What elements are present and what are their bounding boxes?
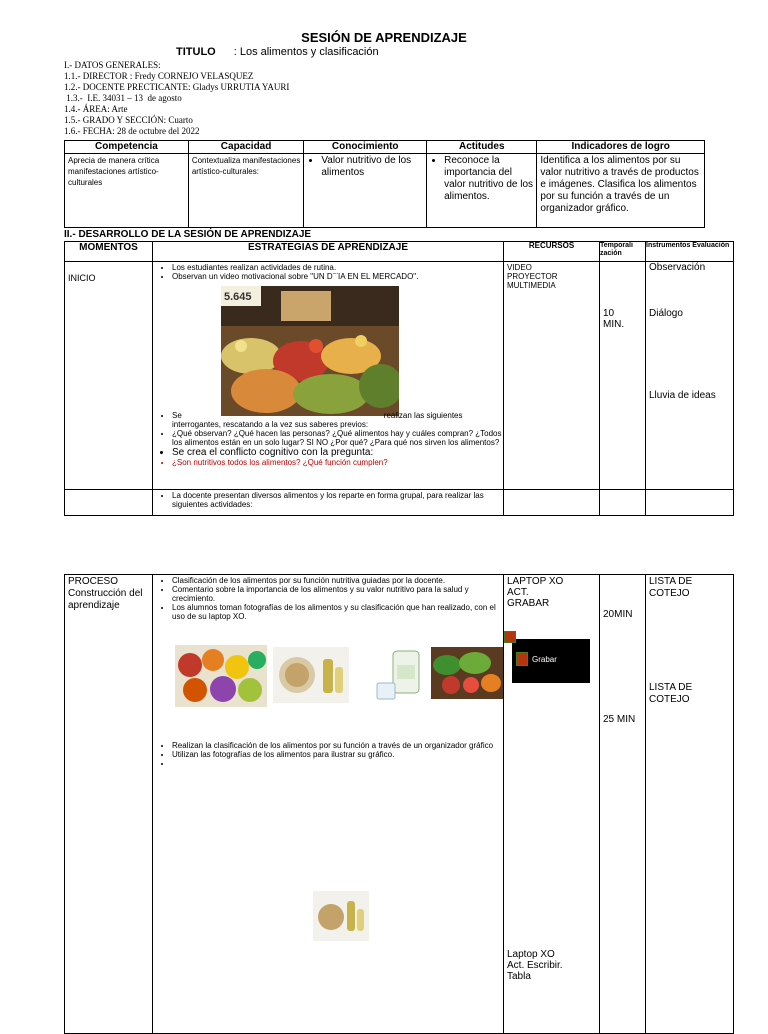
proceso-time [600,575,646,1034]
inicio-instruments [646,262,734,490]
question-item: • ¿Son nutritivos todos los alimentos? ¿Qué función cumplen? [172,458,512,467]
proceso-strategies [153,575,504,1034]
moment-proceso: PROCESO Construcción del aprendizaje [65,575,153,1034]
header-actitudes: Actitudes [427,141,537,154]
strategy-item: • Clasificación de los alimentos por su función nutritiva guiadas por la docente. [172,576,500,585]
strategy-item: • La docente presentan diversos alimentos y los reparte en forma grupal, para realizar las siguientes actividades: [172,491,500,509]
conocimiento-item: • Valor nutritivo de los alimentos [321,155,423,179]
header-momentos: MOMENTOS [65,242,153,262]
header-indicadores: Indicadores de logro [537,141,705,154]
general-line: 1.1.- DIRECTOR : Fredy CORNEJO VELASQUEZ [64,71,254,81]
cell-competencia: Aprecia de manera crítica manifestaciones artístico-culturales [65,154,189,228]
document-title: SESIÓN DE APRENDIZAJE [301,30,467,45]
strategy-item: • Comentario sobre la importancia de los alimentos y su valor nutritivo para la salud y crecimiento. [172,585,500,603]
grains-photo [273,647,349,703]
resource-item: Laptop XO Act. Escribir. Tabla [507,949,563,982]
instrument-item: LISTA DE COTEJO [649,576,693,599]
instrument-item: LISTA DE COTEJO [649,682,693,705]
row2-strategies [153,490,504,516]
general-line: 1.5.- GRADO Y SECCIÓN: Cuarto [64,115,193,125]
strategy-item [172,411,512,429]
general-line: I.- DATOS GENERALES: [64,60,161,70]
header-recursos: RECURSOS [504,242,600,262]
strategy-item: • Se crea el conflicto cognitivo con la pregunta: [172,447,512,458]
instrument-item: Lluvia de ideas [649,390,716,401]
inicio-time: 10 MIN. [600,262,646,490]
proceso-instruments [646,575,734,1034]
competencies-table [64,140,705,228]
cell-conocimiento [304,154,427,228]
session-title-line [176,46,379,58]
general-data [64,60,289,137]
time-item: 20MIN [603,609,633,620]
se-suffix: realizan las siguientes [383,411,463,420]
header-estrategias: ESTRATEGIAS DE APRENDIZAJE [153,242,504,262]
header-instrumentos: Instrumentos Evaluación [646,242,734,262]
titulo-label: TITULO [176,46,216,58]
cell-actitudes [427,154,537,228]
time-item: 25 MIN [603,714,636,725]
cell-indicadores: Identifica a los alimentos por su valor nutritivo a través de productos e imágenes. Clasifica los alimentos por su función a través de un organizador gráfico. [537,154,705,228]
general-line: 1.2.- DOCENTE PRECTICANTE: Gladys URRUTIA YAURI [64,82,290,92]
resource-item: LAPTOP XO ACT. GRABAR [507,576,564,609]
strategy-item: • ¿Qué observan? ¿Qué hacen las personas? ¿Qué alimentos hay y cuáles compran? ¿Todos los alimentos están en un solo lugar? SI NO ¿Por qué? ¿Para qué nos sirven los alimentos? [172,429,512,447]
titulo-value: : Los alimentos y clasificación [233,46,379,58]
header-capacidad: Capacidad [188,141,304,154]
empty-cell [65,490,153,516]
moment-inicio: INICIO [65,262,153,490]
general-line: 1.6.- FECHA: 28 de octubre del 2022 [64,126,200,136]
header-conocimiento: Conocimiento [304,141,427,154]
general-line: 1.3.- I.E. 34031 – 13 de agosto [64,93,182,103]
actitudes-item: • Reconoce la importancia del valor nutritivo de los alimentos. [444,155,533,203]
grabar-activity-icon [512,639,590,683]
milk-photo [373,647,429,703]
se-line2: interrogantes, rescatando a la vez sus saberes previos: [172,420,369,429]
vegetables-photo [431,647,503,699]
grains-photo-small [313,891,369,941]
se-prefix: Se [172,411,182,420]
process-table [64,574,734,1034]
general-line: 1.4.- ÁREA: Arte [64,104,128,114]
strategy-item: • Realizan la clasificación de los alimentos por su función a través de un organizador gráfico [172,741,512,750]
instrument-item: Observación [649,262,706,273]
strategy-item: • Los alumnos toman fotografías de los alimentos y su clasificación que han realizado, con el uso de su laptop XO. [172,603,500,621]
session-development-table [64,241,734,516]
inicio-resources: VIDEO PROYECTOR MULTIMEDIA [504,262,600,490]
strategy-item: • Utilizan las fotografías de los alimentos para ilustrar su gráfico. [172,750,512,759]
grabar-label: Grabar [532,655,557,664]
empty-cell [646,490,734,516]
price-tag: 5.645 [224,291,252,303]
section-2-title: II.- DESARROLLO DE LA SESIÓN DE APRENDIZAJE [64,229,312,240]
empty-cell [600,490,646,516]
header-competencia: Competencia [65,141,189,154]
strategy-item [172,759,512,768]
strategy-item: • Observan un video motivacional sobre "UN D¨¨IA EN EL MERCADO". [172,272,500,281]
market-photo [221,286,399,416]
header-tiempo: Temporali zación [600,242,646,262]
proceso-resources [504,575,600,1034]
empty-cell [504,490,600,516]
cell-capacidad: Contextualiza manifestaciones artístico-culturales: [188,154,304,228]
inicio-strategies [153,262,504,490]
instrument-item: Diálogo [649,308,683,319]
fruits-photo [175,645,267,707]
strategy-item: • Los estudiantes realizan actividades de rutina. [172,263,500,272]
